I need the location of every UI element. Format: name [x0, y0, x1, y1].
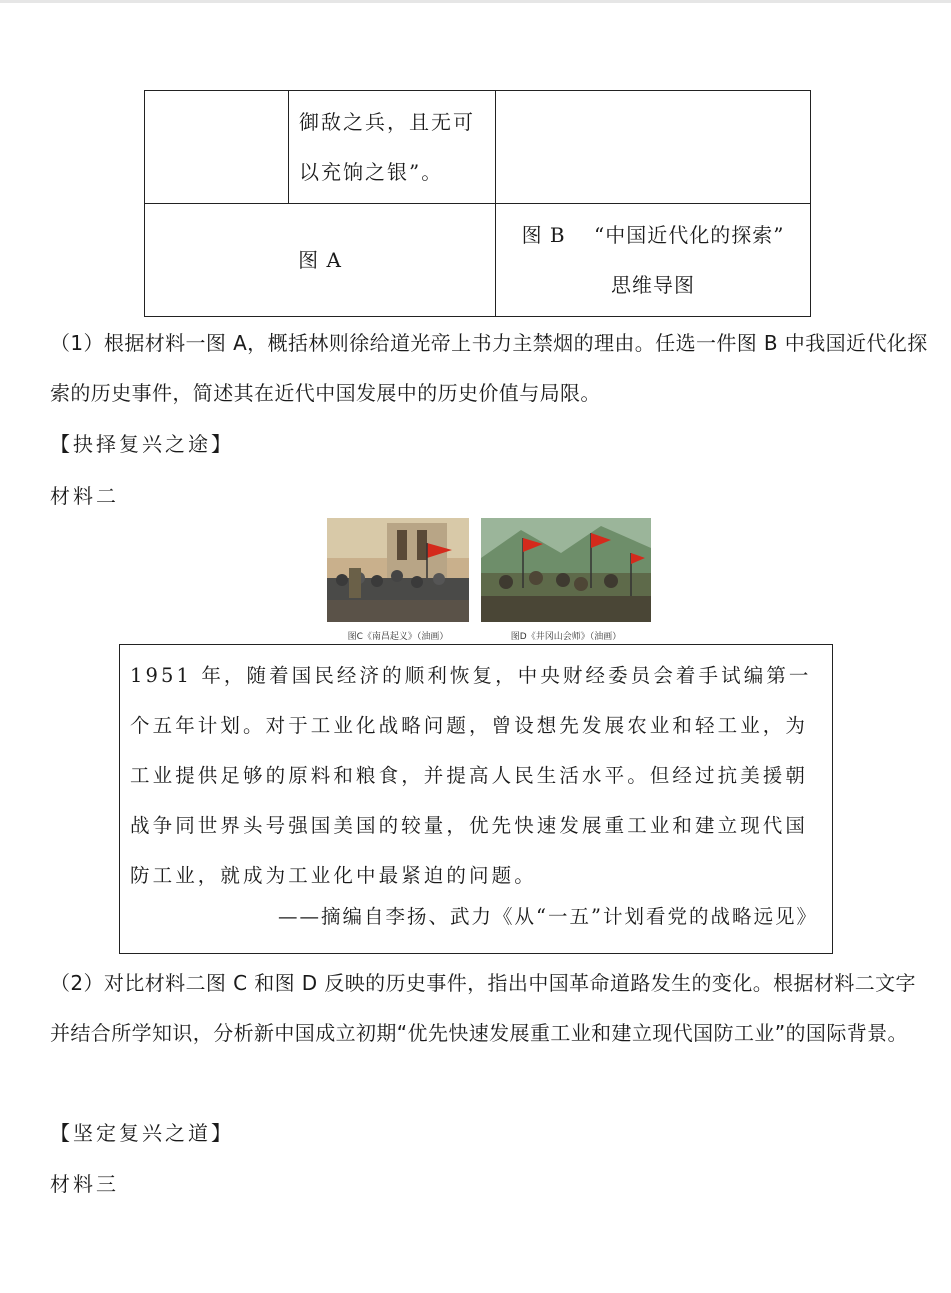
figure-d-caption: 图D《井冈山会师》（油画） — [510, 632, 622, 642]
table-empty-cell — [145, 91, 289, 204]
material-one-table — [144, 90, 811, 317]
material-2-label: 材料二 — [50, 484, 119, 508]
section-heading-3: 【坚定复兴之道】 — [50, 1121, 234, 1145]
top-border — [0, 0, 951, 3]
figure-a-label: 图 A — [298, 248, 342, 272]
jinggangshan-meeting-painting — [481, 518, 651, 622]
excerpt-source: ——摘编自李扬、武力《从“一五”计划看党的战略远见》 — [278, 905, 818, 928]
material-2-excerpt-box — [119, 644, 833, 954]
table-quote-cell: 御敌之兵，且无可以充饷之银”。 — [289, 91, 496, 204]
figure-c — [327, 518, 469, 642]
figure-a-caption — [145, 204, 496, 317]
table-empty-cell — [496, 91, 811, 204]
figure-c-caption: 图C《南昌起义》（油画） — [347, 632, 449, 642]
figure-b-caption — [496, 204, 811, 317]
figure-d — [481, 518, 651, 642]
question-1: （1）根据材料一图 A，概括林则徐给道光帝上书力主禁烟的理由。任选一件图 B 中我国近代化探索的历史事件，简述其在近代中国发展中的历史价值与局限。 — [50, 331, 928, 405]
question-2: （2）对比材料二图 C 和图 D 反映的历史事件，指出中国革命道路发生的变化。根据材料二文字并结合所学知识，分析新中国成立初期“优先快速发展重工业和建立现代国防工业”的国际背景。 — [50, 971, 916, 1045]
excerpt-text: 1951 年，随着国民经济的顺利恢复，中央财经委员会着手试编第一个五年计划。对于工业化战略问题，曾设想先发展农业和轻工业，为工业提供足够的原料和粮食，并提高人民生活水平。但经过抗美援朝战争同世界头号强国美国的较量，优先快速发展重工业和建立现代国防工业，就成为工业化中最紧迫的问题。 — [130, 664, 812, 887]
material-3-label: 材料三 — [50, 1172, 119, 1196]
figure-b-subtitle: 思维导图 — [611, 273, 695, 297]
section-heading-2: 【抉择复兴之途】 — [50, 432, 234, 456]
figure-b-title: 图 B “中国近代化的探索” — [521, 223, 785, 247]
nanchang-uprising-painting — [327, 518, 469, 622]
